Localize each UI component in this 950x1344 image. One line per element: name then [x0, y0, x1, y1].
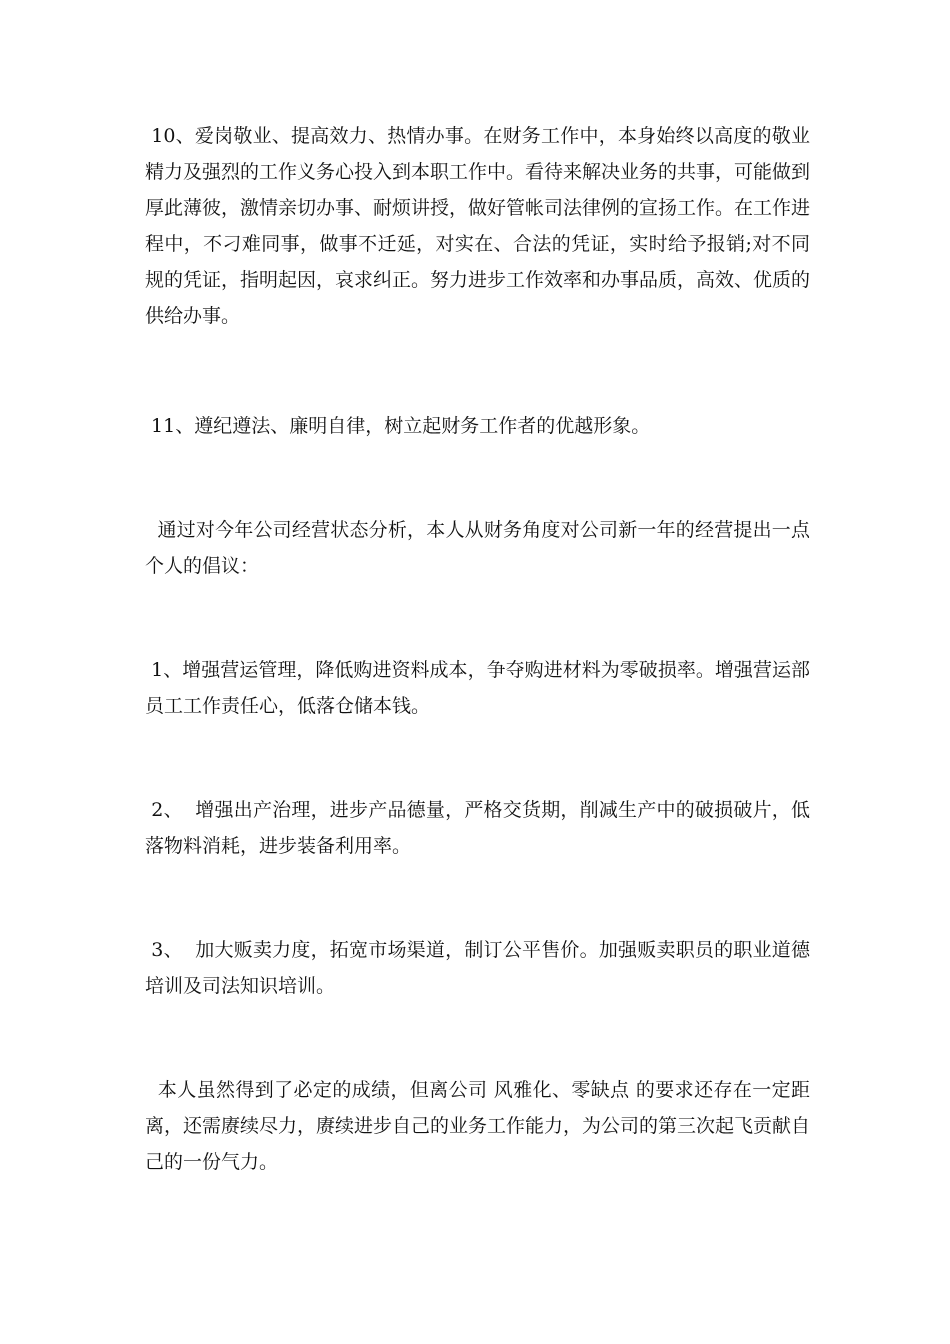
paragraph-proposal-intro: 通过对今年公司经营状态分析，本人从财务角度对公司新一年的经营提出一点个人的倡议： [145, 519, 810, 577]
paragraph-proposal-2: 2、 增强出产治理，进步产品德量，严格交货期，削减生产中的破损破片，低落物料消耗，进步装备利用率。 [145, 799, 811, 857]
paragraph-conclusion: 本人虽然得到了必定的成绩，但离公司 风雅化、零缺点 的要求还存在一定距离，还需赓续尽力，赓续进步自己的业务工作能力，为公司的第三次起飞贡献自己的一份气力。 [145, 1079, 811, 1173]
paragraph-proposal-1: 1、增强营运管理，降低购进资料成本，争夺购进材料为零破损率。增强营运部员工工作责任心，低落仓储本钱。 [145, 659, 811, 717]
paragraph-item-10: 10、爱岗敬业、提高效力、热情办事。在财务工作中，本身始终以高度的敬业精力及强烈的工作义务心投入到本职工作中。看待来解决业务的共事，可能做到厚此薄彼，激情亲切办事、耐烦讲授，做好管帐司法律例的宣扬工作。在工作进程中，不刁难同事，做事不迁延，对实在、合法的凭证，实时给予报销;对不同规的凭证，指明起因，哀求纠正。努力进步工作效率和办事品质，高效、优质的供给办事。 [145, 125, 811, 327]
paragraph-proposal-3: 3、 加大贩卖力度，拓宽市场渠道，制订公平售价。加强贩卖职员的职业道德培训及司法知识培训。 [145, 939, 811, 997]
paragraph-item-11: 11、遵纪遵法、廉明自律，树立起财务工作者的优越形象。 [145, 415, 651, 437]
